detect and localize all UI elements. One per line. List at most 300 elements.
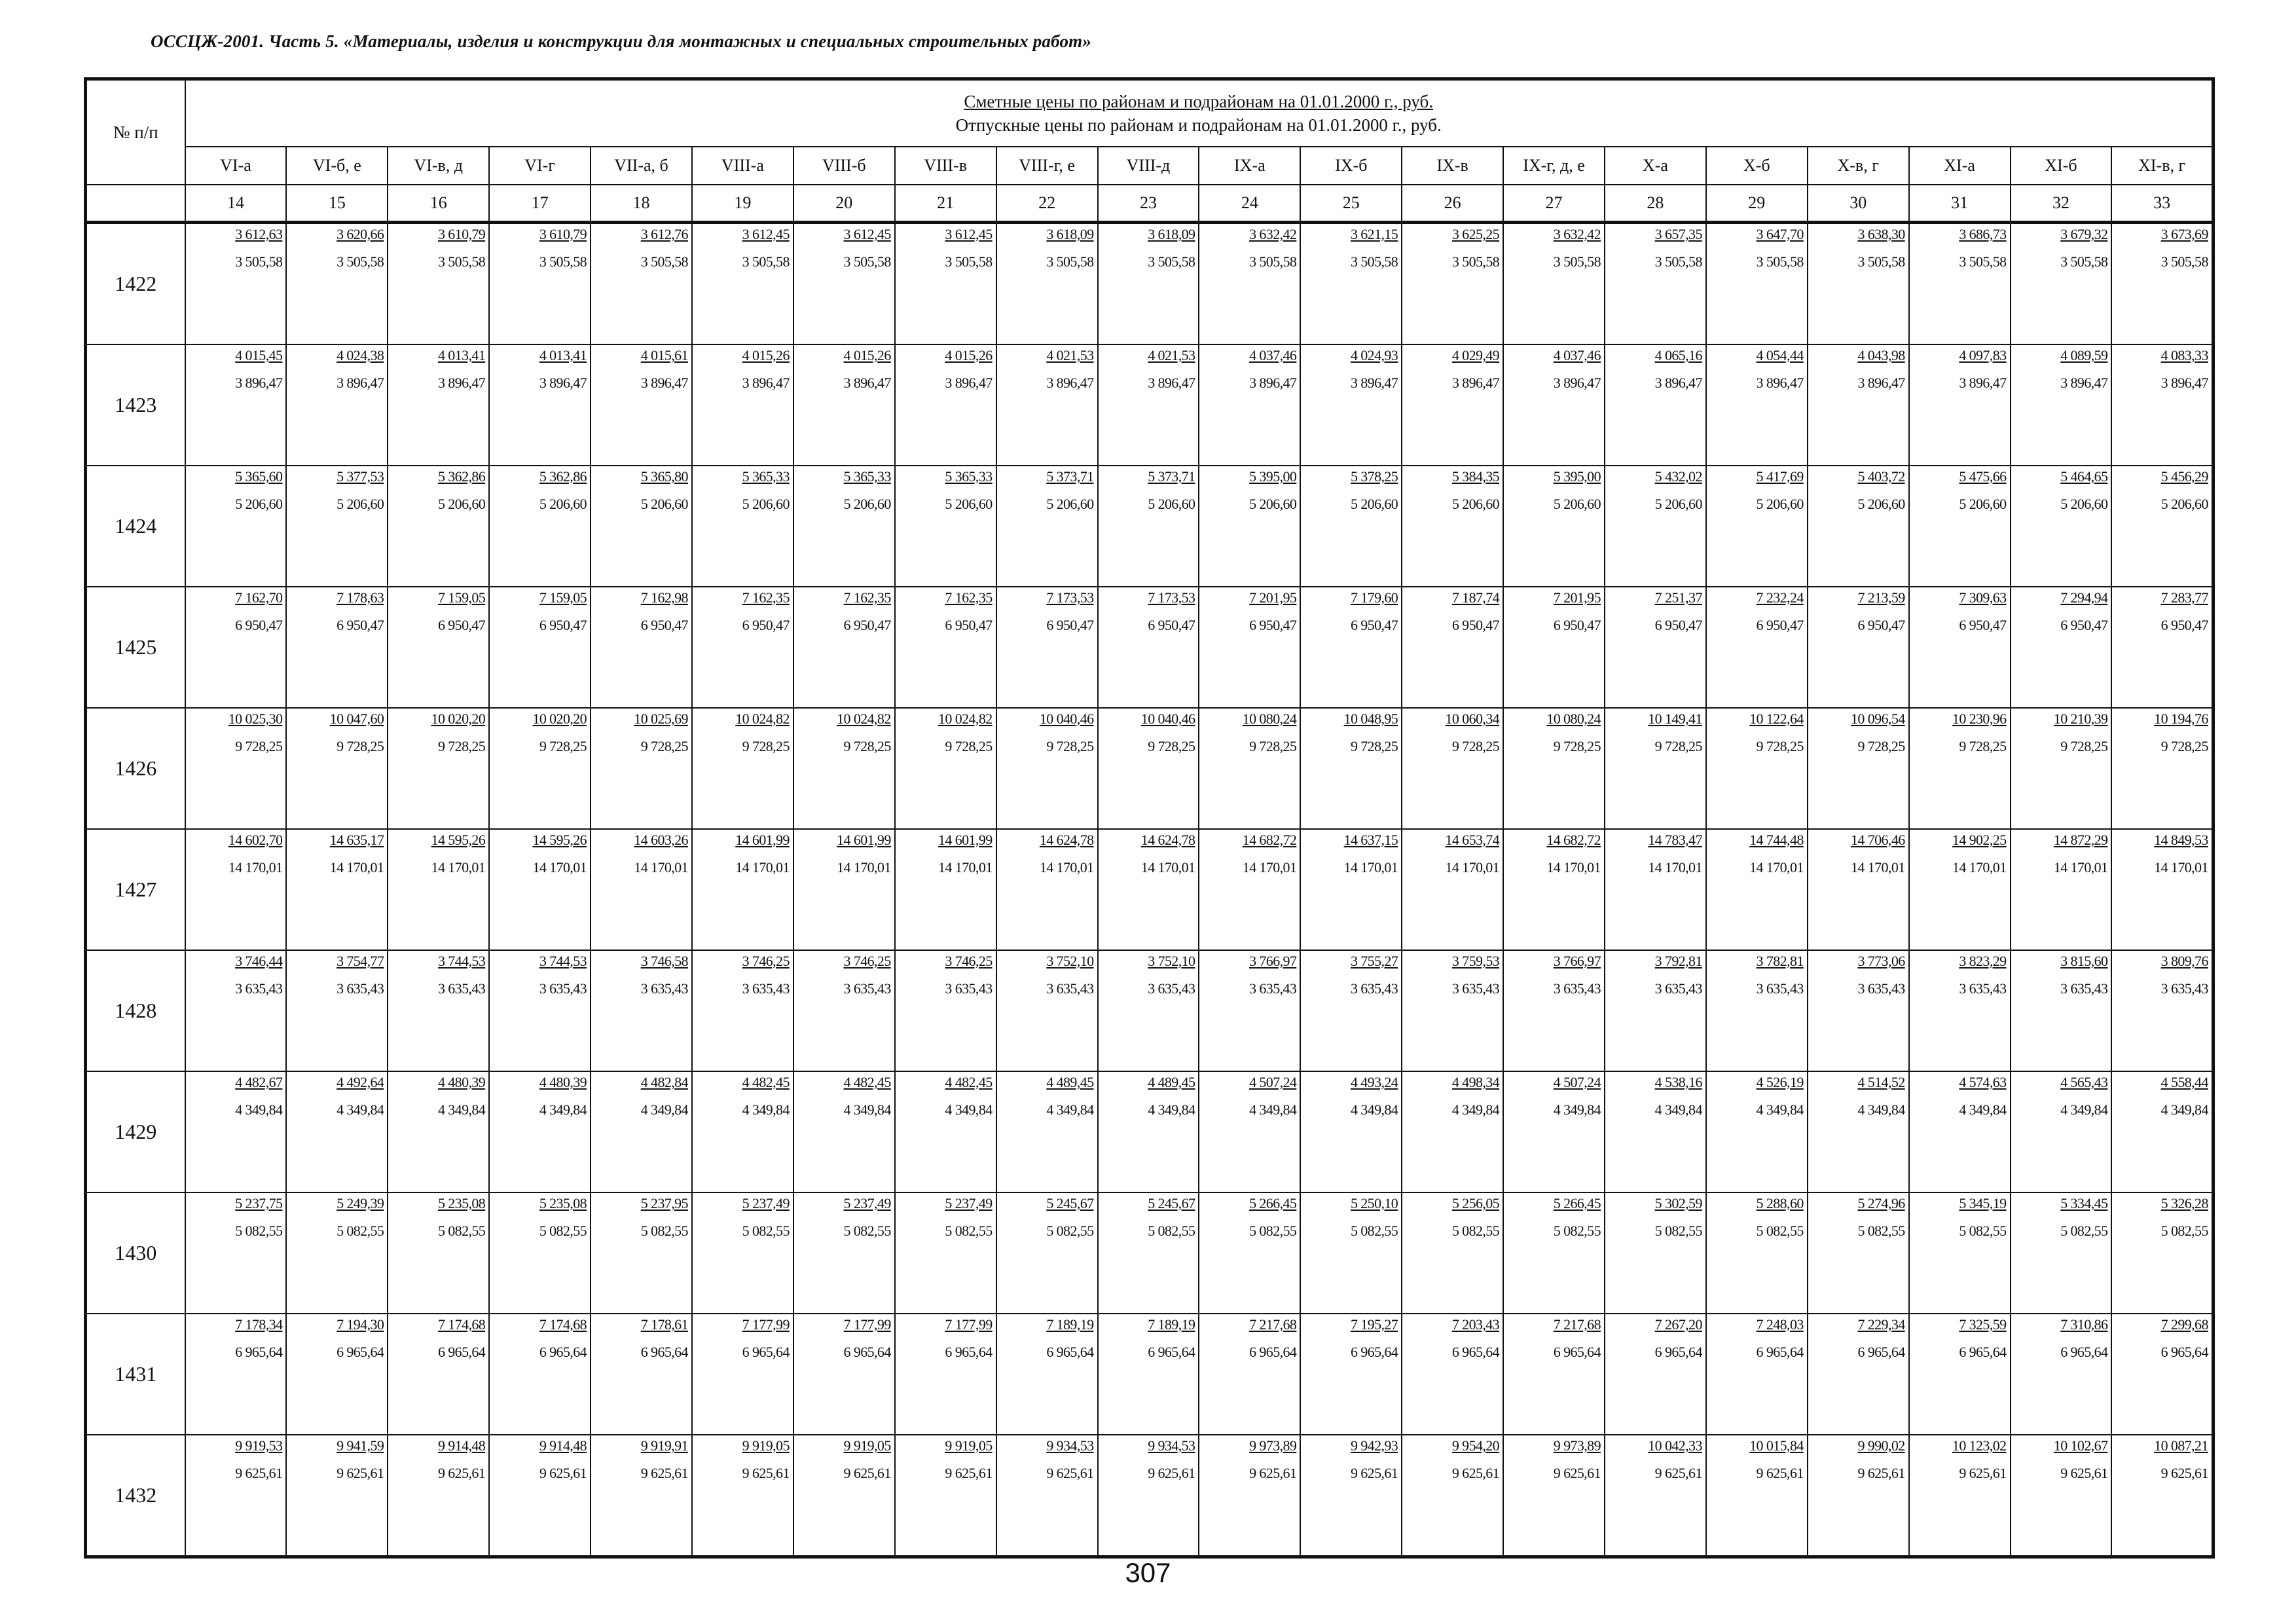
release-price: 14 170,01 xyxy=(2053,859,2108,876)
zone-header: VII-а, б xyxy=(591,147,692,185)
release-price: 3 635,43 xyxy=(1857,980,1905,997)
release-price: 9 625,61 xyxy=(437,1465,486,1481)
column-number: 15 xyxy=(286,185,388,223)
table-row xyxy=(86,708,2214,829)
price-cell xyxy=(388,466,489,587)
estimate-price: 5 403,72 xyxy=(1857,468,1905,485)
release-price: 3 896,47 xyxy=(1046,375,1094,391)
release-price: 5 206,60 xyxy=(843,496,891,512)
price-cell xyxy=(1402,1435,1503,1557)
release-price: 3 505,58 xyxy=(1249,253,1297,270)
zone-header: VI-а xyxy=(185,147,287,185)
table-row xyxy=(86,466,2214,587)
price-cell xyxy=(1503,1192,1605,1314)
price-cell xyxy=(185,344,287,466)
release-price: 3 505,58 xyxy=(539,253,587,270)
release-price: 6 965,64 xyxy=(1249,1344,1297,1360)
estimate-price: 10 025,69 xyxy=(634,710,688,727)
release-price: 5 082,55 xyxy=(235,1223,283,1239)
release-price: 9 625,61 xyxy=(337,1465,384,1481)
price-cell xyxy=(1199,1314,1300,1435)
release-price: 3 896,47 xyxy=(1350,375,1398,391)
price-cell xyxy=(1300,466,1402,587)
release-price: 5 082,55 xyxy=(1959,1223,2007,1239)
price-cell xyxy=(2111,466,2213,587)
price-cell xyxy=(1300,1314,1402,1435)
price-cell xyxy=(996,950,1098,1071)
estimate-price: 14 601,99 xyxy=(735,832,790,848)
release-price: 6 950,47 xyxy=(2160,617,2208,633)
estimate-price: 3 647,70 xyxy=(1756,226,1804,242)
price-cell xyxy=(692,950,793,1071)
estimate-price: 3 759,53 xyxy=(1451,953,1500,969)
estimate-price: 4 514,52 xyxy=(1857,1074,1905,1090)
release-price: 3 505,58 xyxy=(1959,253,2007,270)
estimate-price: 14 601,99 xyxy=(938,832,993,848)
estimate-price: 3 610,79 xyxy=(437,226,486,242)
column-number: 28 xyxy=(1605,185,1706,223)
table-row xyxy=(86,587,2214,708)
release-price: 9 625,61 xyxy=(1046,1465,1094,1481)
price-cell xyxy=(996,1435,1098,1557)
release-price: 6 950,47 xyxy=(1046,617,1094,633)
estimate-price: 10 048,95 xyxy=(1343,710,1398,727)
release-price: 3 505,58 xyxy=(843,253,891,270)
estimate-price: 5 475,66 xyxy=(1959,468,2007,485)
price-cell xyxy=(2011,708,2112,829)
estimate-price: 5 249,39 xyxy=(337,1195,384,1211)
estimate-price: 7 177,99 xyxy=(945,1316,993,1333)
release-price: 6 950,47 xyxy=(1148,617,1195,633)
release-price: 3 635,43 xyxy=(1654,980,1702,997)
price-cell xyxy=(489,1071,591,1192)
estimate-price: 14 744,48 xyxy=(1749,832,1804,848)
release-price: 5 082,55 xyxy=(1249,1223,1297,1239)
estimate-price: 4 498,34 xyxy=(1451,1074,1500,1090)
price-cell xyxy=(1605,466,1706,587)
price-cell xyxy=(1909,1071,2011,1192)
release-price: 3 635,43 xyxy=(1046,980,1094,997)
row-number: 1428 xyxy=(86,950,185,1071)
estimate-price: 10 080,24 xyxy=(1242,710,1297,727)
estimate-price: 7 189,19 xyxy=(1148,1316,1195,1333)
price-cell xyxy=(996,1071,1098,1192)
estimate-price: 4 482,45 xyxy=(945,1074,993,1090)
estimate-price: 4 024,38 xyxy=(337,347,384,363)
release-price: 5 206,60 xyxy=(337,496,384,512)
price-cell xyxy=(2011,1314,2112,1435)
release-price: 3 896,47 xyxy=(437,375,486,391)
estimate-price: 10 024,82 xyxy=(938,710,993,727)
release-price: 9 728,25 xyxy=(1350,738,1398,754)
estimate-price: 5 456,29 xyxy=(2160,468,2208,485)
estimate-price: 3 620,66 xyxy=(337,226,384,242)
price-cell xyxy=(793,587,895,708)
release-price: 5 082,55 xyxy=(1350,1223,1398,1239)
price-cell xyxy=(185,950,287,1071)
estimate-price: 3 754,77 xyxy=(337,953,384,969)
estimate-price: 3 746,44 xyxy=(235,953,283,969)
estimate-price: 9 941,59 xyxy=(337,1437,384,1454)
estimate-price: 4 015,26 xyxy=(742,347,790,363)
estimate-price: 5 365,33 xyxy=(945,468,993,485)
release-price: 9 625,61 xyxy=(235,1465,283,1481)
price-cell xyxy=(2011,1435,2112,1557)
table-row xyxy=(86,1192,2214,1314)
price-cell xyxy=(286,829,388,950)
estimate-price: 7 179,60 xyxy=(1350,589,1398,606)
estimate-price: 7 325,59 xyxy=(1959,1316,2007,1333)
row-number: 1430 xyxy=(86,1192,185,1314)
price-cell xyxy=(286,466,388,587)
release-price: 9 728,25 xyxy=(1249,738,1297,754)
price-cell xyxy=(1706,829,1808,950)
estimate-price: 14 682,72 xyxy=(1242,832,1297,848)
release-price: 14 170,01 xyxy=(1343,859,1398,876)
price-cell xyxy=(1605,950,1706,1071)
estimate-price: 5 365,33 xyxy=(843,468,891,485)
release-price: 3 896,47 xyxy=(1451,375,1500,391)
estimate-price: 4 013,41 xyxy=(539,347,587,363)
estimate-price: 3 679,32 xyxy=(2060,226,2108,242)
estimate-price: 4 480,39 xyxy=(437,1074,486,1090)
estimate-price: 7 162,70 xyxy=(235,589,283,606)
estimate-price: 5 288,60 xyxy=(1756,1195,1804,1211)
release-price: 3 505,58 xyxy=(1756,253,1804,270)
estimate-price: 10 123,02 xyxy=(1952,1437,2007,1454)
price-cell xyxy=(692,1071,793,1192)
release-price: 5 082,55 xyxy=(1553,1223,1601,1239)
running-header: ОССЦЖ-2001. Часть 5. «Материалы, изделия и конструкции для монтажных и специальных строительных работ» xyxy=(151,31,1092,51)
price-cell xyxy=(185,1314,287,1435)
price-cell xyxy=(1503,1435,1605,1557)
price-cell xyxy=(1098,466,1199,587)
estimate-price: 3 792,81 xyxy=(1654,953,1702,969)
table-row xyxy=(86,344,2214,466)
release-price: 9 728,25 xyxy=(1553,738,1601,754)
release-price: 3 896,47 xyxy=(1148,375,1195,391)
release-price: 6 950,47 xyxy=(1857,617,1905,633)
estimate-price: 3 632,42 xyxy=(1553,226,1601,242)
zone-header: VIII-д xyxy=(1098,147,1199,185)
estimate-price: 3 612,76 xyxy=(640,226,688,242)
estimate-price: 7 251,37 xyxy=(1654,589,1702,606)
release-price: 3 896,47 xyxy=(1654,375,1702,391)
release-price: 6 950,47 xyxy=(235,617,283,633)
price-cell xyxy=(1098,223,1199,345)
price-cell xyxy=(591,829,692,950)
price-cell xyxy=(1808,950,1909,1071)
price-cell xyxy=(1605,1435,1706,1557)
estimate-price: 5 432,02 xyxy=(1654,468,1702,485)
release-price: 6 950,47 xyxy=(1553,617,1601,633)
price-cell xyxy=(1706,587,1808,708)
price-cell xyxy=(996,587,1098,708)
price-cell xyxy=(1402,1071,1503,1192)
price-cell xyxy=(692,223,793,345)
estimate-price: 14 902,25 xyxy=(1952,832,2007,848)
row-number: 1427 xyxy=(86,829,185,950)
price-cell xyxy=(1300,1435,1402,1557)
release-price: 4 349,84 xyxy=(640,1101,688,1118)
estimate-price: 7 162,35 xyxy=(742,589,790,606)
estimate-price: 5 365,80 xyxy=(640,468,688,485)
release-price: 5 206,60 xyxy=(1959,496,2007,512)
release-price: 9 625,61 xyxy=(1148,1465,1195,1481)
price-cell xyxy=(1909,950,2011,1071)
release-price: 9 728,25 xyxy=(337,738,384,754)
release-price: 3 505,58 xyxy=(1148,253,1195,270)
release-price: 14 170,01 xyxy=(1242,859,1297,876)
estimate-price: 7 162,98 xyxy=(640,589,688,606)
release-price: 5 206,60 xyxy=(1451,496,1500,512)
estimate-price: 7 195,27 xyxy=(1350,1316,1398,1333)
price-cell xyxy=(1098,1192,1199,1314)
release-price: 5 206,60 xyxy=(1857,496,1905,512)
release-price: 14 170,01 xyxy=(532,859,587,876)
release-price: 5 206,60 xyxy=(1148,496,1195,512)
price-cell xyxy=(591,1071,692,1192)
estimate-price: 10 194,76 xyxy=(2154,710,2208,727)
release-price: 14 170,01 xyxy=(1140,859,1195,876)
release-price: 6 950,47 xyxy=(843,617,891,633)
estimate-price: 5 373,71 xyxy=(1148,468,1195,485)
price-cell xyxy=(1098,1314,1199,1435)
price-cell xyxy=(895,223,996,345)
release-price: 5 082,55 xyxy=(843,1223,891,1239)
price-cell xyxy=(1402,587,1503,708)
estimate-price: 10 020,20 xyxy=(532,710,587,727)
estimate-price: 9 954,20 xyxy=(1451,1437,1500,1454)
release-price: 3 505,58 xyxy=(1857,253,1905,270)
estimate-price: 14 637,15 xyxy=(1343,832,1398,848)
price-cell xyxy=(591,466,692,587)
column-number: 26 xyxy=(1402,185,1503,223)
release-price: 14 170,01 xyxy=(1851,859,1905,876)
release-price: 9 625,61 xyxy=(2160,1465,2208,1481)
price-cell xyxy=(1808,1314,1909,1435)
release-price: 4 349,84 xyxy=(945,1101,993,1118)
column-number: 33 xyxy=(2111,185,2213,223)
estimate-price: 4 489,45 xyxy=(1148,1074,1195,1090)
release-price: 9 625,61 xyxy=(1959,1465,2007,1481)
price-cell xyxy=(1909,587,2011,708)
price-cell xyxy=(895,1192,996,1314)
zone-header: VI-б, е xyxy=(286,147,388,185)
price-cell xyxy=(692,466,793,587)
price-cell xyxy=(2111,1071,2213,1192)
release-price: 9 728,25 xyxy=(640,738,688,754)
release-price: 5 082,55 xyxy=(1451,1223,1500,1239)
price-cell xyxy=(1199,344,1300,466)
estimate-price: 4 024,93 xyxy=(1350,347,1398,363)
release-price: 14 170,01 xyxy=(634,859,688,876)
estimate-price: 5 256,05 xyxy=(1451,1195,1500,1211)
release-price: 9 728,25 xyxy=(742,738,790,754)
price-cell xyxy=(185,466,287,587)
price-cell xyxy=(489,829,591,950)
release-price: 3 635,43 xyxy=(1756,980,1804,997)
estimate-price: 5 302,59 xyxy=(1654,1195,1702,1211)
estimate-price: 9 919,05 xyxy=(843,1437,891,1454)
price-cell xyxy=(692,1192,793,1314)
release-price: 5 206,60 xyxy=(1654,496,1702,512)
price-cell xyxy=(489,708,591,829)
release-price: 9 625,61 xyxy=(1654,1465,1702,1481)
release-price: 5 082,55 xyxy=(437,1223,486,1239)
release-price: 4 349,84 xyxy=(1046,1101,1094,1118)
zone-header: VIII-а xyxy=(692,147,793,185)
release-price: 4 349,84 xyxy=(1654,1101,1702,1118)
price-cell xyxy=(286,1071,388,1192)
estimate-price: 4 029,49 xyxy=(1451,347,1500,363)
release-price: 5 082,55 xyxy=(1857,1223,1905,1239)
price-cell xyxy=(591,708,692,829)
price-cell xyxy=(895,344,996,466)
estimate-price: 5 395,00 xyxy=(1249,468,1297,485)
price-cell xyxy=(286,344,388,466)
price-cell xyxy=(1402,466,1503,587)
price-cell xyxy=(1503,1071,1605,1192)
price-cell xyxy=(2111,829,2213,950)
release-price: 14 170,01 xyxy=(2154,859,2208,876)
estimate-price: 7 159,05 xyxy=(437,589,486,606)
estimate-price: 7 283,77 xyxy=(2160,589,2208,606)
price-cell xyxy=(591,1192,692,1314)
estimate-price: 4 013,41 xyxy=(437,347,486,363)
estimate-price: 5 464,65 xyxy=(2060,468,2108,485)
estimate-price: 10 096,54 xyxy=(1851,710,1905,727)
price-cell xyxy=(1503,1314,1605,1435)
estimate-price: 5 334,45 xyxy=(2060,1195,2108,1211)
estimate-price: 5 266,45 xyxy=(1249,1195,1297,1211)
release-price: 6 950,47 xyxy=(1654,617,1702,633)
estimate-price: 3 773,06 xyxy=(1857,953,1905,969)
release-price: 6 965,64 xyxy=(539,1344,587,1360)
estimate-price: 10 015,84 xyxy=(1749,1437,1804,1454)
price-cell xyxy=(388,1071,489,1192)
release-price: 3 505,58 xyxy=(437,253,486,270)
estimate-price: 3 823,29 xyxy=(1959,953,2007,969)
price-cell xyxy=(591,223,692,345)
release-price: 4 349,84 xyxy=(437,1101,486,1118)
release-price: 9 728,25 xyxy=(945,738,993,754)
estimate-price: 7 162,35 xyxy=(843,589,891,606)
price-cell xyxy=(286,1192,388,1314)
release-price: 3 635,43 xyxy=(235,980,283,997)
row-number: 1423 xyxy=(86,344,185,466)
release-price: 6 965,64 xyxy=(2060,1344,2108,1360)
estimate-price: 4 083,33 xyxy=(2160,347,2208,363)
zone-header: VI-в, д xyxy=(388,147,489,185)
release-price: 5 206,60 xyxy=(539,496,587,512)
price-cell xyxy=(489,344,591,466)
estimate-price: 3 673,69 xyxy=(2160,226,2208,242)
price-cell xyxy=(185,587,287,708)
estimate-price: 3 746,25 xyxy=(742,953,790,969)
price-cell xyxy=(1605,344,1706,466)
price-cell xyxy=(996,466,1098,587)
release-price: 3 896,47 xyxy=(640,375,688,391)
estimate-price: 4 480,39 xyxy=(539,1074,587,1090)
estimate-price: 5 365,60 xyxy=(235,468,283,485)
estimate-price: 4 015,26 xyxy=(945,347,993,363)
price-cell xyxy=(1909,1435,2011,1557)
price-cell xyxy=(2011,1192,2112,1314)
column-number: 20 xyxy=(793,185,895,223)
zone-header: VI-г xyxy=(489,147,591,185)
release-price: 5 206,60 xyxy=(2060,496,2108,512)
estimate-price: 14 603,26 xyxy=(634,832,688,848)
column-number: 32 xyxy=(2011,185,2112,223)
price-cell xyxy=(591,587,692,708)
price-cell xyxy=(286,587,388,708)
price-cell xyxy=(895,466,996,587)
price-cell xyxy=(1706,1435,1808,1557)
price-cell xyxy=(2011,344,2112,466)
price-cell xyxy=(1402,223,1503,345)
estimate-price: 9 990,02 xyxy=(1857,1437,1905,1454)
release-price: 9 728,25 xyxy=(1451,738,1500,754)
price-cell xyxy=(489,587,591,708)
release-price: 6 965,64 xyxy=(1959,1344,2007,1360)
estimate-price: 7 174,68 xyxy=(539,1316,587,1333)
release-price: 4 349,84 xyxy=(539,1101,587,1118)
release-price: 9 728,25 xyxy=(437,738,486,754)
release-price: 9 728,25 xyxy=(1756,738,1804,754)
estimate-price: 7 217,68 xyxy=(1553,1316,1601,1333)
price-cell xyxy=(1909,829,2011,950)
release-price: 3 635,43 xyxy=(1249,980,1297,997)
estimate-price: 5 235,08 xyxy=(437,1195,486,1211)
estimate-price: 4 015,45 xyxy=(235,347,283,363)
estimate-price: 7 201,95 xyxy=(1249,589,1297,606)
release-price: 6 965,64 xyxy=(742,1344,790,1360)
estimate-price: 4 015,26 xyxy=(843,347,891,363)
column-number: 25 xyxy=(1300,185,1402,223)
estimate-price: 5 362,86 xyxy=(437,468,486,485)
estimate-price: 14 682,72 xyxy=(1546,832,1601,848)
price-cell xyxy=(1909,708,2011,829)
estimate-price: 4 482,45 xyxy=(742,1074,790,1090)
release-price: 4 349,84 xyxy=(1553,1101,1601,1118)
release-price: 9 625,61 xyxy=(1756,1465,1804,1481)
price-cell xyxy=(185,708,287,829)
release-price: 14 170,01 xyxy=(1952,859,2007,876)
price-table xyxy=(84,77,2215,1559)
price-cell xyxy=(692,1314,793,1435)
release-price: 6 950,47 xyxy=(945,617,993,633)
estimate-price: 5 237,75 xyxy=(235,1195,283,1211)
estimate-price: 10 060,34 xyxy=(1445,710,1500,727)
estimate-price: 4 482,84 xyxy=(640,1074,688,1090)
price-cell xyxy=(1300,223,1402,345)
estimate-price: 5 235,08 xyxy=(539,1195,587,1211)
price-cell xyxy=(1605,1071,1706,1192)
estimate-price: 5 237,49 xyxy=(843,1195,891,1211)
price-cell xyxy=(793,1192,895,1314)
price-cell xyxy=(1503,344,1605,466)
price-cell xyxy=(1605,1192,1706,1314)
estimate-price: 14 635,17 xyxy=(329,832,384,848)
release-price: 3 505,58 xyxy=(742,253,790,270)
release-price: 3 505,58 xyxy=(1654,253,1702,270)
estimate-price: 5 362,86 xyxy=(539,468,587,485)
estimate-price: 3 621,15 xyxy=(1350,226,1398,242)
column-number: 22 xyxy=(996,185,1098,223)
column-number: 17 xyxy=(489,185,591,223)
estimate-price: 9 934,53 xyxy=(1148,1437,1195,1454)
